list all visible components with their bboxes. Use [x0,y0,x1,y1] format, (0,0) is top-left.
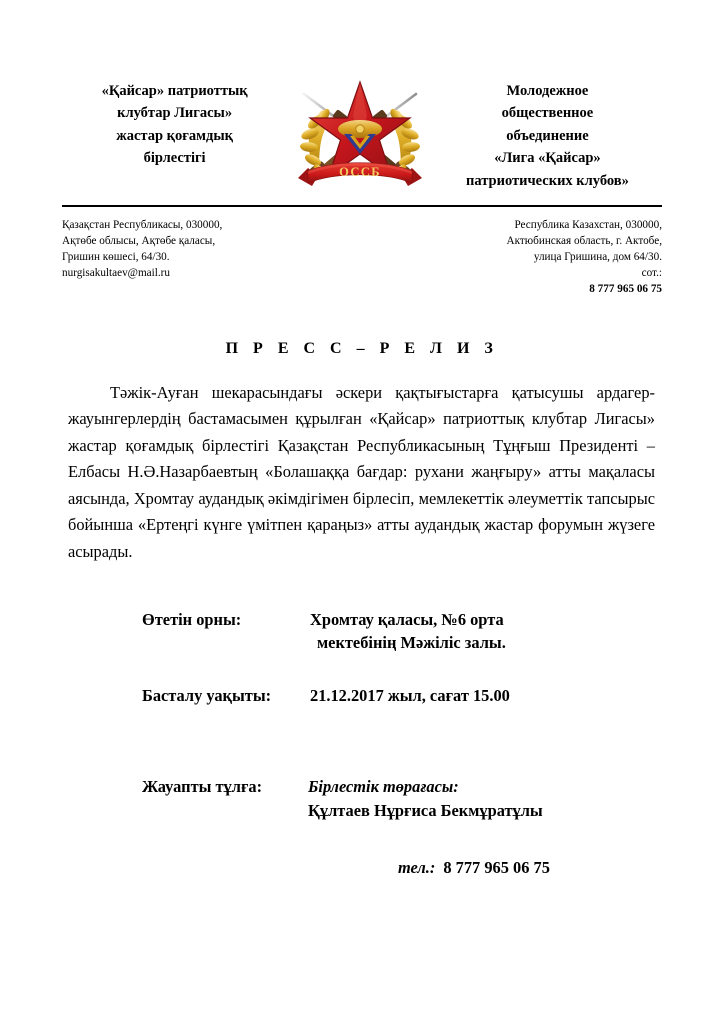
org-ru-line-5: патриотических клубов» [466,172,629,189]
responsible-value [248,775,662,822]
header-phone [507,266,662,298]
press-release-body: Тәжік-Ауған шекарасындағы әскери қақтығыстарға қатысушы ардагер-жауынгерлердің бастамасымен құрылған «Қайсар» патриоттық клубтар Лигасы» жастар қоғамдық бірлестігі Қазақстан Республикасының Тұңғыш Президенті – Елбасы Н.Ә.Назарбаевтың «Болашаққа бағдар: рухани жаңғыру» атты мақаласы аясында, Хромтау аудандық әкімдігімен бірлесіп, мемлекеттік әлеуметтік тапсырыс бойынша «Ертеңгі күнге үмітпен қараңыз» атты аудандық жастар форумын жүзеге асырады. [68,382,655,561]
address-russian [507,218,662,298]
org-kk-line-3: жастар қоғамдық [116,127,233,144]
org-ru-line-2: общественное [501,105,594,122]
addr-ru-line-1: Республика Казахстан, 030000, [514,219,662,231]
start-time-value [248,684,662,707]
start-time-label: Басталу уақыты: [142,686,272,706]
organization-name-kazakh [62,80,287,170]
letterhead [0,0,724,198]
addr-kk-line-2: Ақтөбе облысы, Ақтөбе қаласы, [62,234,216,247]
org-kk-line-1: «Қайсар» патриоттық [101,83,248,99]
address-kazakh [62,218,222,298]
addr-kk-line-3: Гришин көшесі, 64/30. [62,250,170,263]
header-phone-number: 8 777 965 06 75 [589,282,662,295]
detail-row-start-time [62,684,662,707]
organization-name-russian [433,80,662,192]
responsible-person-name: Құлтаев Нұрғиса Бекмұратұлы [308,800,543,820]
venue-value-line-2: мектебінің Мәжіліс залы. [317,632,506,652]
page-title: П Р Е С С – Р Е Л И З [225,339,499,357]
emblem-container [287,72,433,198]
detail-row-venue [62,608,662,655]
event-details [0,608,724,878]
venue-value-line-1: Хромтау қаласы, №6 орта [310,609,504,629]
org-ru-line-1: Молодежное [506,83,589,99]
svg-text:ОССБ: ОССБ [339,165,381,179]
responsible-label: Жауапты тұлға: [142,777,263,797]
contact-phone-row [62,858,662,878]
venue-label: Өтетін орны: [142,609,242,629]
header-phone-label: сот.: [641,266,662,279]
venue-value [248,608,662,655]
address-row [0,207,724,298]
org-ru-line-4: «Лига «Қайсар» [494,150,601,167]
contact-phone-label: тел.: [398,858,436,878]
responsible-role: Бірлестік төрағасы: [308,777,459,797]
addr-kk-line-1: Қазақстан Республикасы, 030000, [62,219,223,231]
addr-ru-line-3: улица Гришина, дом 64/30. [533,250,662,263]
email-address[interactable]: nurgisakultaev@mail.ru [62,266,170,279]
start-time-value-text: 21.12.2017 жыл, сағат 15.00 [310,686,510,706]
addr-ru-line-2: Актюбинская область, г. Актобе, [506,234,662,247]
org-kk-line-4: бірлестігі [143,150,206,167]
detail-row-responsible [62,775,662,822]
contact-phone-number: 8 777 965 06 75 [443,858,550,878]
ossb-emblem-icon [290,72,430,198]
org-kk-line-2: клубтар Лигасы» [117,105,233,122]
org-ru-line-3: объединение [506,127,589,144]
